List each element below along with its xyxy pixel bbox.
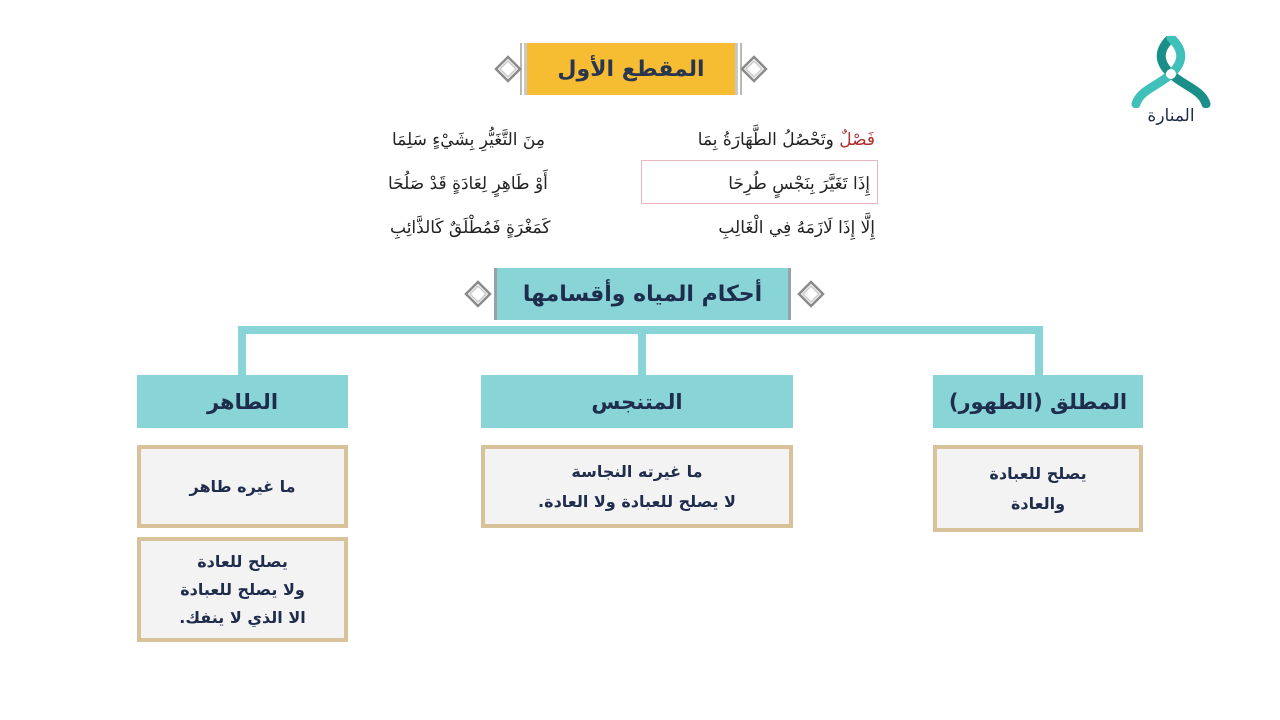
almanara-logo [1128, 36, 1214, 132]
category-title: المتنجس [591, 389, 683, 414]
verse-1-right-rest: وتَحْصُلُ الطَّهَارَةُ بِمَا [697, 130, 834, 150]
poem-verses [380, 124, 880, 254]
verse-1-left: مِنَ التَّغَيُّرِ بِشَيْءٍ سَلِمَا [392, 130, 545, 150]
card-line: يصلح للعادة [197, 551, 288, 571]
main-title-banner [494, 268, 791, 320]
right-ornament-icon [738, 43, 768, 95]
verse-2-right: إِذَا تَغَيَّرَ بِنَجْسٍ طُرِحَا [728, 174, 870, 194]
left-ornament-icon [494, 43, 524, 95]
logo-mark-icon [1128, 36, 1214, 108]
card-line: ولا يصلح للعبادة [180, 579, 305, 599]
section-title: المقطع الأول [557, 56, 705, 82]
connector-middle [638, 326, 646, 376]
verse-2-left: أَوْ طَاهِرٍ لِعَادَةٍ قَدْ صَلُحَا [388, 174, 548, 194]
category-header-mutanajjis [481, 375, 793, 428]
verse-highlight-word: فَصْلٌ [839, 130, 875, 150]
verse-3-right: إِلَّا إِذَا لَازَمَهُ فِي الْغَالِبِ [718, 218, 875, 238]
category-card-mutanajjis [481, 445, 793, 528]
left-ornament-icon [462, 268, 494, 320]
category-card-mutlaq [933, 445, 1143, 532]
card-line: الا الذي لا ينفك. [179, 607, 306, 627]
right-ornament-icon [791, 268, 829, 320]
card-line: يصلح للعبادة [989, 463, 1087, 483]
category-header-mutlaq [933, 375, 1143, 428]
main-title: أحكام المياه وأقسامها [522, 281, 763, 307]
category-card-tahir-2 [137, 537, 348, 642]
connector-right [1035, 326, 1043, 376]
verse-1-right [698, 130, 875, 150]
card-line: والعادة [1010, 493, 1066, 513]
card-line: لا يصلح للعبادة ولا العادة. [538, 491, 736, 511]
connector-left [238, 326, 246, 376]
category-header-tahir [137, 375, 348, 428]
card-line: ما غيرته النجاسة [571, 461, 703, 481]
category-title: المطلق (الطهور) [948, 389, 1128, 414]
category-title: الطاهر [206, 389, 279, 414]
category-card-tahir-1 [137, 445, 348, 528]
verse-3-left: كَمَغْرَةٍ فَمُطْلَقٌ كَالذَّائِبِ [390, 218, 551, 238]
logo-text: المنارة [1147, 106, 1195, 126]
section-title-banner [524, 43, 738, 95]
card-line: ما غيره طاهر [189, 476, 296, 496]
